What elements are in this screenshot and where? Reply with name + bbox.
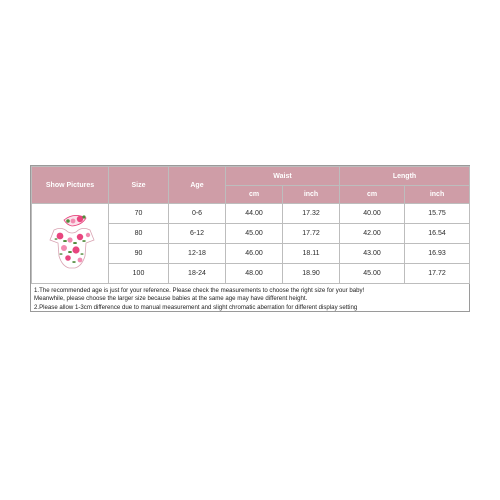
header-length-cm: cm bbox=[340, 186, 405, 204]
size-table bbox=[31, 166, 470, 284]
note-line: Meanwhile, please choose the larger size because babies at the same age may have different height. bbox=[34, 295, 308, 303]
header-age: Age bbox=[169, 167, 226, 204]
cell-waist-inch: 17.32 bbox=[283, 204, 340, 224]
cell-age: 18-24 bbox=[169, 264, 226, 284]
header-waist-inch: inch bbox=[283, 186, 340, 204]
cell-length-inch: 17.72 bbox=[405, 264, 470, 284]
cell-length-cm: 42.00 bbox=[340, 224, 405, 244]
note-line: 2.Please allow 1-3cm difference due to manual measurement and slight chromatic aberration for different display setting bbox=[34, 303, 358, 311]
product-photo-cell bbox=[32, 204, 109, 284]
note-line: 1.The recommended age is just for your reference. Please check the measurements to choose the right size for your baby! bbox=[34, 287, 365, 294]
cell-size: 90 bbox=[109, 244, 169, 264]
cell-waist-cm: 45.00 bbox=[226, 224, 283, 244]
cell-length-cm: 40.00 bbox=[340, 204, 405, 224]
header-length-inch: inch bbox=[405, 186, 470, 204]
cell-length-inch: 16.93 bbox=[405, 244, 470, 264]
floral-romper-with-headband-icon bbox=[42, 210, 98, 276]
cell-age: 6-12 bbox=[169, 224, 226, 244]
cell-waist-cm: 46.00 bbox=[226, 244, 283, 264]
cell-age: 12-18 bbox=[169, 244, 226, 264]
size-notes bbox=[34, 287, 466, 312]
cell-length-inch: 16.54 bbox=[405, 224, 470, 244]
header-waist-cm: cm bbox=[226, 186, 283, 204]
cell-size: 80 bbox=[109, 224, 169, 244]
cell-waist-inch: 17.72 bbox=[283, 224, 340, 244]
header-length: Length bbox=[340, 167, 470, 186]
cell-waist-inch: 18.11 bbox=[283, 244, 340, 264]
cell-age: 0-6 bbox=[169, 204, 226, 224]
cell-size: 100 bbox=[109, 264, 169, 284]
cell-waist-inch: 18.90 bbox=[283, 264, 340, 284]
table-row bbox=[32, 204, 470, 224]
cell-size: 70 bbox=[109, 204, 169, 224]
size-chart bbox=[30, 165, 470, 312]
header-size: Size bbox=[109, 167, 169, 204]
cell-length-cm: 45.00 bbox=[340, 264, 405, 284]
cell-waist-cm: 44.00 bbox=[226, 204, 283, 224]
header-show-pictures: Show Pictures bbox=[32, 167, 109, 204]
cell-length-inch: 15.75 bbox=[405, 204, 470, 224]
header-waist: Waist bbox=[226, 167, 340, 186]
cell-length-cm: 43.00 bbox=[340, 244, 405, 264]
cell-waist-cm: 48.00 bbox=[226, 264, 283, 284]
